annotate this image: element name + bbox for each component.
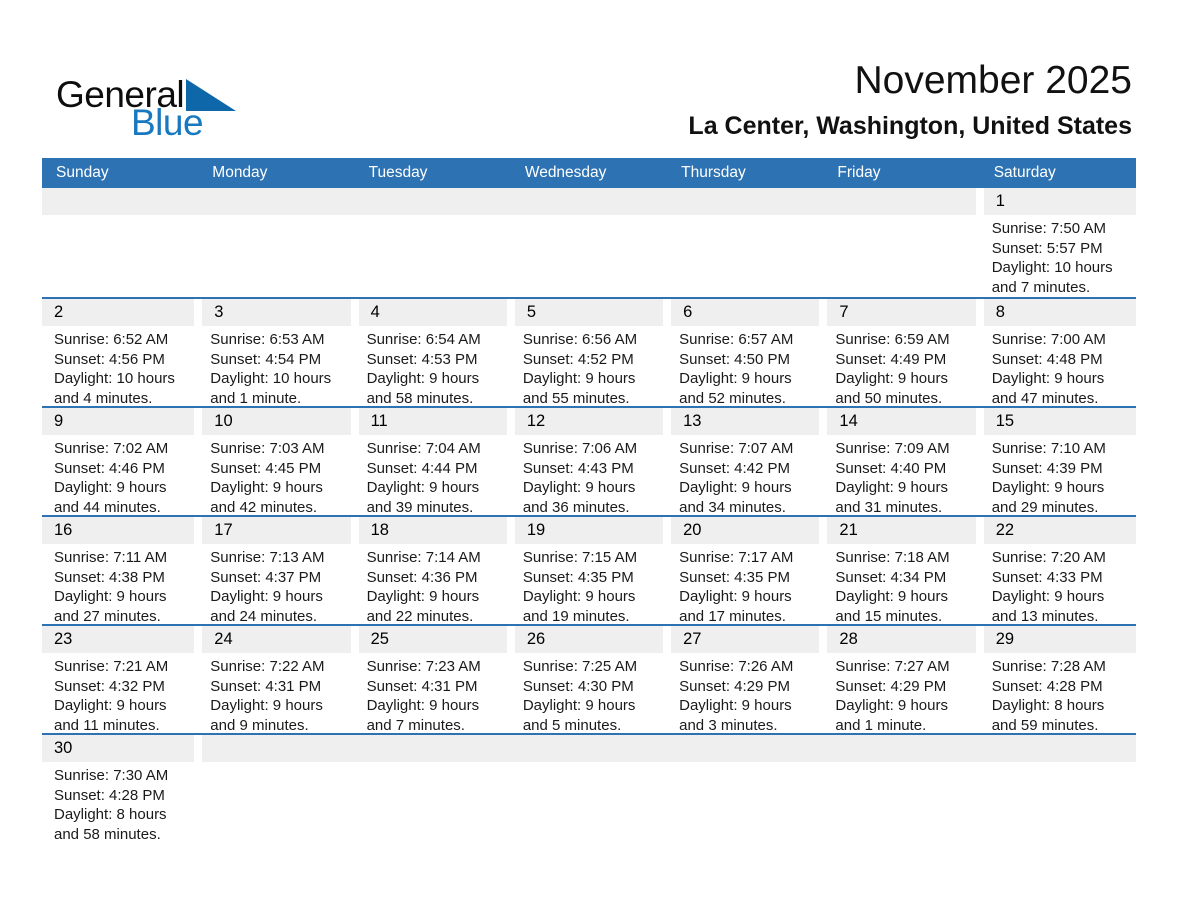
day-number: 30: [42, 735, 194, 762]
day-details: [511, 544, 667, 626]
day-cell-11: [355, 408, 511, 515]
empty-band: [202, 735, 1136, 762]
detail-line: Sunset: 4:48 PM: [991, 350, 1103, 368]
detail-line: and 13 minutes.: [991, 607, 1099, 625]
detail-line: Sunset: 4:54 PM: [210, 350, 322, 368]
detail-line: Daylight: 9 hours: [54, 479, 167, 496]
detail-line: Sunrise: 7:50 AM: [991, 220, 1106, 237]
detail-line: and 55 minutes.: [522, 389, 630, 407]
detail-line: Sunset: 4:35 PM: [679, 568, 791, 586]
day-details: [667, 435, 823, 517]
day-cell-7: [823, 299, 979, 406]
day-number: 21: [827, 517, 975, 544]
day-number: 15: [984, 408, 1136, 435]
day-cell-17: [198, 517, 354, 624]
detail-line: Sunrise: 7:17 AM: [679, 549, 794, 566]
day-details: [42, 326, 198, 408]
detail-line: Daylight: 9 hours: [835, 370, 948, 387]
weekday-label-thursday: Thursday: [681, 164, 746, 181]
day-details: [823, 435, 979, 517]
logo-text-blue: Blue: [131, 102, 204, 143]
day-details: [198, 326, 354, 408]
day-cell-23: [42, 626, 198, 733]
detail-line: Daylight: 9 hours: [54, 697, 167, 714]
detail-line: Sunrise: 7:09 AM: [835, 440, 950, 457]
detail-line: Daylight: 9 hours: [522, 370, 636, 387]
detail-line: Sunset: 4:29 PM: [679, 677, 791, 695]
day-details: [667, 544, 823, 626]
detail-line: Daylight: 9 hours: [210, 697, 323, 714]
day-number: 28: [827, 626, 975, 653]
detail-line: Sunrise: 7:06 AM: [522, 440, 638, 457]
day-details: [980, 435, 1136, 517]
detail-line: Sunrise: 7:23 AM: [366, 658, 481, 675]
detail-line: and 50 minutes.: [835, 389, 943, 407]
day-cell-2: [42, 299, 198, 406]
detail-line: and 1 minute.: [210, 389, 302, 407]
detail-line: and 58 minutes.: [54, 825, 161, 843]
detail-line: Sunrise: 7:30 AM: [54, 767, 169, 784]
day-details: [198, 435, 354, 517]
week-row: [42, 624, 1136, 733]
detail-line: and 59 minutes.: [991, 716, 1099, 734]
detail-line: and 11 minutes.: [54, 716, 160, 734]
day-cell-14: [823, 408, 979, 515]
day-number: 25: [359, 626, 507, 653]
detail-line: Sunrise: 7:27 AM: [835, 658, 950, 675]
week-row: [42, 188, 1136, 297]
detail-line: and 22 minutes.: [366, 607, 474, 625]
day-cell-26: [511, 626, 667, 733]
day-number: 23: [42, 626, 194, 653]
week-row: [42, 406, 1136, 515]
day-cell-15: [980, 408, 1136, 515]
day-number: 11: [359, 408, 507, 435]
detail-line: Daylight: 9 hours: [679, 479, 792, 496]
day-cell-20: [667, 517, 823, 624]
day-number: 5: [515, 299, 663, 326]
day-cell-5: [511, 299, 667, 406]
day-details: [980, 215, 1136, 297]
detail-line: Sunset: 4:31 PM: [366, 677, 478, 695]
day-details: [355, 653, 511, 735]
day-number: 6: [671, 299, 819, 326]
detail-line: and 19 minutes.: [522, 607, 630, 625]
day-number: 7: [827, 299, 975, 326]
detail-line: Sunrise: 7:02 AM: [54, 440, 169, 457]
day-details: [42, 435, 198, 517]
day-cell-27: [667, 626, 823, 733]
day-number: 16: [42, 517, 194, 544]
day-cell-12: [511, 408, 667, 515]
day-number: 12: [515, 408, 663, 435]
empty-band: [42, 188, 976, 215]
detail-line: Sunrise: 6:59 AM: [835, 331, 950, 348]
detail-line: Sunset: 4:45 PM: [210, 459, 322, 477]
detail-line: Sunrise: 7:03 AM: [210, 440, 325, 457]
detail-line: Sunrise: 7:14 AM: [366, 549, 481, 566]
day-details: [980, 544, 1136, 626]
detail-line: Sunrise: 7:13 AM: [210, 549, 325, 566]
detail-line: Sunset: 4:39 PM: [991, 459, 1103, 477]
day-number: 4: [359, 299, 507, 326]
day-details: [823, 326, 979, 408]
detail-line: and 7 minutes.: [366, 716, 465, 734]
week-row: [42, 733, 1136, 865]
detail-line: Sunrise: 7:07 AM: [679, 440, 794, 457]
detail-line: Daylight: 9 hours: [835, 588, 948, 605]
day-details: [198, 544, 354, 626]
day-cell-24: [198, 626, 354, 733]
general-blue-logo: [50, 70, 300, 155]
detail-line: Daylight: 9 hours: [679, 370, 792, 387]
day-cell-22: [980, 517, 1136, 624]
detail-line: Sunset: 4:36 PM: [366, 568, 478, 586]
detail-line: and 27 minutes.: [54, 607, 161, 625]
detail-line: Sunrise: 7:20 AM: [991, 549, 1106, 566]
day-number: 13: [671, 408, 819, 435]
location-subtitle: La Center, Washington, United States: [688, 112, 1132, 140]
day-cell-21: [823, 517, 979, 624]
detail-line: and 29 minutes.: [991, 498, 1099, 516]
detail-line: and 15 minutes.: [835, 607, 943, 625]
day-cell-4: [355, 299, 511, 406]
day-cell-18: [355, 517, 511, 624]
detail-line: Sunset: 4:29 PM: [835, 677, 947, 695]
detail-line: Daylight: 9 hours: [522, 588, 636, 605]
day-details: [511, 326, 667, 408]
detail-line: Sunset: 4:28 PM: [54, 786, 165, 804]
day-number: 26: [515, 626, 663, 653]
detail-line: Sunset: 5:57 PM: [991, 239, 1103, 257]
detail-line: Sunset: 4:50 PM: [679, 350, 791, 368]
detail-line: Sunrise: 7:25 AM: [522, 658, 638, 675]
day-number: 24: [202, 626, 350, 653]
detail-line: Daylight: 9 hours: [679, 588, 792, 605]
day-cell-30: [42, 735, 198, 865]
detail-line: Sunset: 4:37 PM: [210, 568, 322, 586]
detail-line: Daylight: 8 hours: [991, 697, 1105, 714]
detail-line: Daylight: 9 hours: [835, 697, 948, 714]
detail-line: Sunrise: 6:57 AM: [679, 331, 794, 348]
detail-line: and 1 minute.: [835, 716, 927, 734]
detail-line: and 34 minutes.: [679, 498, 786, 516]
day-number: 14: [827, 408, 975, 435]
detail-line: Daylight: 9 hours: [366, 697, 480, 714]
day-details: [511, 653, 667, 735]
weekday-label-saturday: Saturday: [993, 164, 1056, 181]
day-number: 17: [202, 517, 350, 544]
detail-line: and 3 minutes.: [679, 716, 778, 734]
day-number: 9: [42, 408, 194, 435]
detail-line: Sunrise: 7:15 AM: [522, 549, 638, 566]
detail-line: Daylight: 10 hours: [210, 370, 332, 387]
detail-line: Sunrise: 7:21 AM: [54, 658, 169, 675]
detail-line: Sunset: 4:33 PM: [991, 568, 1103, 586]
day-cell-13: [667, 408, 823, 515]
detail-line: Daylight: 9 hours: [991, 588, 1105, 605]
day-cell-8: [980, 299, 1136, 406]
detail-line: and 42 minutes.: [210, 498, 318, 516]
day-cell-16: [42, 517, 198, 624]
day-cell-19: [511, 517, 667, 624]
day-details: [667, 326, 823, 408]
day-details: [823, 544, 979, 626]
day-number: 29: [984, 626, 1136, 653]
day-number: 2: [42, 299, 194, 326]
detail-line: Sunset: 4:38 PM: [54, 568, 165, 586]
detail-line: Sunset: 4:49 PM: [835, 350, 947, 368]
detail-line: and 58 minutes.: [366, 389, 474, 407]
detail-line: and 7 minutes.: [991, 278, 1091, 296]
detail-line: and 31 minutes.: [835, 498, 943, 516]
day-number: 27: [671, 626, 819, 653]
detail-line: Sunrise: 7:10 AM: [991, 440, 1106, 457]
empty-cell: [42, 188, 980, 297]
detail-line: Sunset: 4:56 PM: [54, 350, 165, 368]
weekday-label-friday: Friday: [837, 164, 881, 181]
detail-line: Sunset: 4:32 PM: [54, 677, 165, 695]
detail-line: Daylight: 10 hours: [991, 259, 1113, 276]
day-number: 20: [671, 517, 819, 544]
detail-line: and 24 minutes.: [210, 607, 318, 625]
day-details: [980, 326, 1136, 408]
calendar-weeks: [42, 188, 1136, 865]
weekday-header-row: [42, 158, 1136, 188]
weekday-label-monday: Monday: [212, 164, 268, 181]
day-details: [42, 544, 198, 626]
day-number: 22: [984, 517, 1136, 544]
day-cell-25: [355, 626, 511, 733]
day-cell-9: [42, 408, 198, 515]
weekday-label-sunday: Sunday: [56, 164, 109, 181]
day-cell-1: [980, 188, 1136, 297]
detail-line: Daylight: 9 hours: [991, 370, 1105, 387]
detail-line: Sunrise: 7:00 AM: [991, 331, 1106, 348]
detail-line: Sunrise: 6:54 AM: [366, 331, 481, 348]
detail-line: Sunset: 4:35 PM: [522, 568, 634, 586]
detail-line: Sunset: 4:53 PM: [366, 350, 478, 368]
detail-line: Sunset: 4:44 PM: [366, 459, 478, 477]
detail-line: and 39 minutes.: [366, 498, 474, 516]
day-number: 18: [359, 517, 507, 544]
detail-line: Sunset: 4:34 PM: [835, 568, 947, 586]
detail-line: Daylight: 9 hours: [991, 479, 1105, 496]
calendar: [42, 158, 1136, 865]
detail-line: Sunrise: 6:52 AM: [54, 331, 169, 348]
week-row: [42, 297, 1136, 406]
day-details: [355, 326, 511, 408]
detail-line: Sunset: 4:31 PM: [210, 677, 322, 695]
day-details: [823, 653, 979, 735]
weekday-label-tuesday: Tuesday: [368, 164, 428, 181]
detail-line: Sunset: 4:30 PM: [522, 677, 634, 695]
detail-line: Sunrise: 6:56 AM: [522, 331, 638, 348]
detail-line: Daylight: 9 hours: [366, 479, 480, 496]
day-cell-3: [198, 299, 354, 406]
empty-cell: [198, 735, 1136, 865]
day-details: [42, 653, 198, 735]
detail-line: Daylight: 9 hours: [366, 588, 480, 605]
logo-text-general: General: [56, 74, 185, 115]
detail-line: Sunrise: 6:53 AM: [210, 331, 325, 348]
detail-line: Sunset: 4:42 PM: [679, 459, 791, 477]
detail-line: Sunset: 4:28 PM: [991, 677, 1103, 695]
detail-line: Sunrise: 7:28 AM: [991, 658, 1106, 675]
detail-line: Sunrise: 7:18 AM: [835, 549, 950, 566]
day-number: 19: [515, 517, 663, 544]
detail-line: Daylight: 9 hours: [522, 697, 636, 714]
day-cell-10: [198, 408, 354, 515]
detail-line: Daylight: 9 hours: [210, 588, 323, 605]
day-details: [355, 544, 511, 626]
detail-line: Sunset: 4:43 PM: [522, 459, 634, 477]
day-details: [980, 653, 1136, 735]
detail-line: Daylight: 9 hours: [835, 479, 948, 496]
day-number: 1: [984, 188, 1136, 215]
detail-line: Daylight: 9 hours: [679, 697, 792, 714]
day-number: 10: [202, 408, 350, 435]
week-row: [42, 515, 1136, 624]
detail-line: and 17 minutes.: [679, 607, 786, 625]
detail-line: and 44 minutes.: [54, 498, 161, 516]
detail-line: and 47 minutes.: [991, 389, 1099, 407]
day-cell-6: [667, 299, 823, 406]
detail-line: Sunset: 4:52 PM: [522, 350, 634, 368]
day-details: [355, 435, 511, 517]
detail-line: Daylight: 9 hours: [366, 370, 480, 387]
month-title: November 2025: [854, 59, 1132, 102]
detail-line: and 5 minutes.: [522, 716, 622, 734]
day-number: 8: [984, 299, 1136, 326]
detail-line: Sunset: 4:46 PM: [54, 459, 165, 477]
detail-line: and 52 minutes.: [679, 389, 786, 407]
detail-line: Sunrise: 7:11 AM: [54, 549, 168, 566]
day-details: [42, 762, 198, 844]
detail-line: and 36 minutes.: [522, 498, 630, 516]
day-number: 3: [202, 299, 350, 326]
detail-line: Daylight: 8 hours: [54, 806, 167, 823]
day-details: [667, 653, 823, 735]
detail-line: Sunrise: 7:22 AM: [210, 658, 325, 675]
day-cell-29: [980, 626, 1136, 733]
title-block: [432, 58, 1132, 144]
detail-line: Daylight: 9 hours: [522, 479, 636, 496]
day-details: [511, 435, 667, 517]
detail-line: and 4 minutes.: [54, 389, 153, 407]
detail-line: Daylight: 9 hours: [54, 588, 167, 605]
weekday-label-wednesday: Wednesday: [524, 164, 607, 181]
day-cell-28: [823, 626, 979, 733]
detail-line: Sunrise: 7:04 AM: [366, 440, 481, 457]
detail-line: Sunset: 4:40 PM: [835, 459, 947, 477]
detail-line: Sunrise: 7:26 AM: [679, 658, 794, 675]
detail-line: Daylight: 9 hours: [210, 479, 323, 496]
day-details: [198, 653, 354, 735]
detail-line: and 9 minutes.: [210, 716, 309, 734]
detail-line: Daylight: 10 hours: [54, 370, 175, 387]
